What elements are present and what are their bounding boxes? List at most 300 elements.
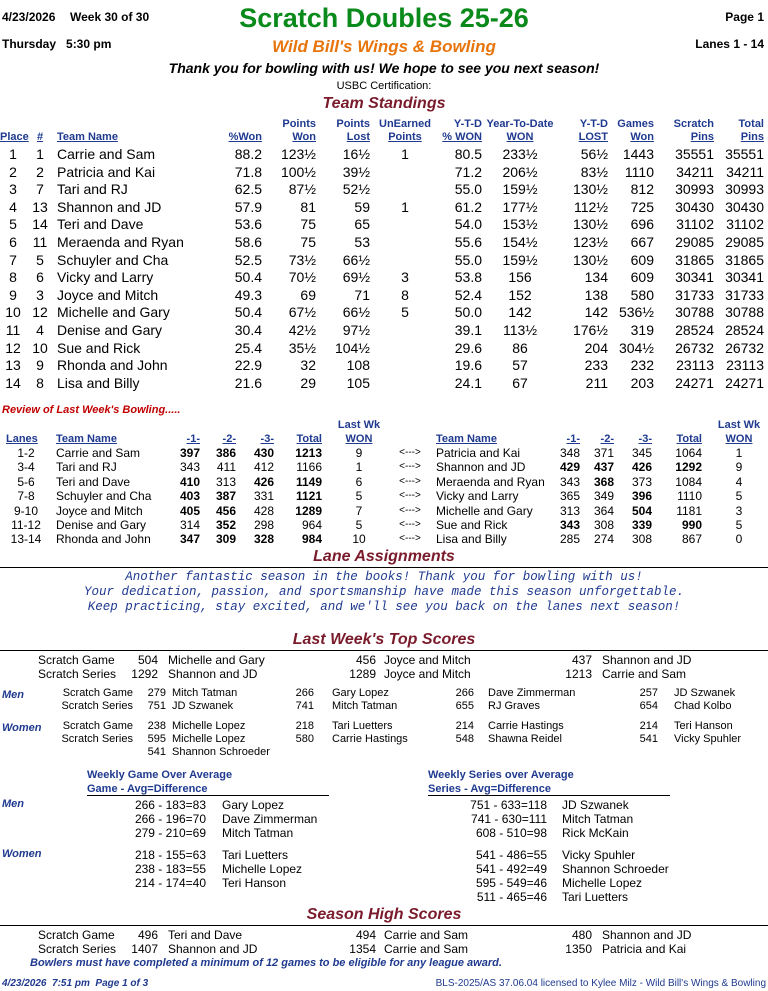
versus-marker: <--->: [399, 490, 421, 502]
table-cell: 349: [593, 489, 614, 504]
message-line: Another fantastic season in the books! Thank you for bowling with us!: [125, 570, 643, 584]
bowler-name: Vicky Spuhler: [562, 848, 636, 862]
table-cell: 81: [300, 198, 316, 215]
score-value: 456: [355, 653, 376, 667]
table-cell: 1166: [296, 460, 322, 475]
table-cell: 1121: [295, 489, 322, 504]
score-label: Scratch Game: [38, 653, 115, 667]
table-cell: 49.3: [234, 286, 262, 303]
table-cell: 5: [735, 518, 743, 532]
bowler-name: Tari Luetters: [562, 890, 629, 904]
versus-marker: <--->: [399, 504, 421, 516]
table-cell: 211: [585, 374, 608, 391]
table-cell: 35551: [725, 146, 764, 162]
table-cell: 9: [355, 446, 363, 460]
table-cell: 328: [253, 532, 274, 547]
calculation: 214 - 174=40: [134, 876, 206, 890]
bowler-name: Shannon Schroeder: [562, 862, 669, 876]
section-subtitle: Weekly Series over Average: [428, 769, 574, 781]
column-header: Points: [282, 118, 316, 130]
column-header: Team Name: [56, 433, 117, 445]
score-value: 480: [571, 928, 592, 942]
table-cell: 3-4: [17, 460, 35, 475]
bowler-name: Shannon and JD: [602, 653, 692, 667]
table-cell: 13: [5, 357, 21, 374]
table-cell: 1: [401, 146, 409, 162]
divider: [0, 567, 768, 568]
table-cell: 142: [508, 304, 532, 321]
table-cell: 61.2: [454, 198, 482, 215]
table-cell: 1110: [677, 489, 702, 504]
table-cell: 31733: [725, 286, 764, 303]
bowler-name: Mitch Tatman: [172, 687, 238, 699]
table-cell: 206½: [502, 163, 538, 180]
table-cell: 25.4: [234, 339, 262, 356]
lane-assignments-title: Lane Assignments: [313, 548, 455, 565]
table-cell: Michelle and Gary: [436, 503, 533, 518]
column-header: LOST: [578, 131, 608, 143]
bowler-name: Mitch Tatman: [562, 812, 634, 826]
group-label: Women: [2, 722, 42, 734]
calculation: 741 - 630=111: [471, 812, 547, 826]
bowler-name: Shawna Reidel: [488, 733, 562, 745]
table-cell: 67½: [288, 304, 316, 321]
table-cell: 609: [630, 251, 654, 268]
bowler-name: Tari Luetters: [332, 720, 393, 732]
table-cell: 1292: [675, 460, 702, 475]
table-cell: 26732: [725, 339, 764, 356]
table-cell: 8: [401, 286, 409, 303]
table-cell: 5-6: [17, 474, 35, 489]
score-value: 218: [295, 720, 314, 732]
table-cell: 405: [179, 503, 200, 518]
table-cell: 29085: [675, 234, 714, 250]
bowler-name: Teri and Dave: [168, 928, 243, 942]
table-cell: 55.0: [454, 181, 482, 198]
bowler-name: Carrie Hastings: [488, 720, 564, 732]
table-cell: 984: [301, 532, 322, 547]
column-header: Last Wk: [337, 419, 381, 431]
table-cell: 69½: [342, 269, 370, 286]
group-label: Men: [2, 689, 24, 701]
bowler-name: Shannon and JD: [602, 928, 692, 942]
table-cell: Patricia and Kai: [436, 446, 521, 460]
table-cell: 3: [36, 286, 44, 303]
table-cell: 274: [593, 532, 614, 547]
calculation: 595 - 549=46: [475, 876, 547, 890]
table-cell: 59: [354, 198, 370, 215]
table-cell: Rhonda and John: [56, 532, 151, 547]
table-cell: 386: [215, 446, 236, 460]
table-cell: 5: [735, 489, 743, 504]
table-cell: 11-12: [11, 518, 41, 532]
bowler-name: Carrie and Sam: [384, 928, 469, 942]
score-value: 751: [147, 700, 166, 712]
calculation: 218 - 155=63: [134, 848, 206, 862]
table-cell: 62.5: [234, 181, 262, 198]
table-cell: 67: [512, 374, 528, 391]
column-header: Total: [296, 433, 322, 445]
section-subtitle: Weekly Game Over Average: [87, 769, 233, 781]
table-cell: 314: [179, 518, 200, 532]
usbc-certification: USBC Certification:: [336, 80, 432, 92]
score-label: Scratch Series: [38, 942, 117, 956]
score-value: 214: [455, 720, 474, 732]
table-cell: 609: [630, 269, 654, 286]
table-cell: 5: [36, 251, 44, 268]
standings-title: Team Standings: [322, 95, 446, 112]
score-value: 541: [639, 733, 658, 745]
table-cell: 456: [215, 503, 236, 518]
column-header: -1-: [566, 433, 580, 445]
table-cell: 3: [9, 181, 17, 198]
column-header: Place: [0, 131, 29, 143]
table-cell: 1213: [295, 446, 322, 460]
table-cell: 10: [5, 304, 21, 321]
table-cell: 345: [631, 446, 652, 460]
table-cell: 130½: [572, 181, 608, 198]
section-subheader: Series - Avg=Difference: [428, 783, 670, 796]
table-cell: Sue and Rick: [57, 339, 141, 356]
table-cell: 990: [681, 518, 702, 532]
review-title: Review of Last Week's Bowling.....: [2, 404, 181, 416]
table-cell: 97½: [342, 322, 370, 338]
bowler-name: Chad Kolbo: [674, 700, 732, 712]
table-cell: 30788: [675, 304, 714, 321]
table-cell: Sue and Rick: [436, 518, 508, 532]
table-cell: 26732: [675, 339, 714, 356]
table-cell: 6: [36, 269, 44, 286]
bowler-name: Mitch Tatman: [332, 700, 398, 712]
score-value: 595: [147, 733, 166, 745]
table-cell: 88.2: [234, 146, 262, 162]
table-cell: 71.8: [234, 163, 262, 180]
table-cell: 39½: [342, 163, 370, 180]
table-cell: 14: [32, 216, 48, 233]
table-cell: 30788: [725, 304, 764, 321]
table-cell: 536½: [618, 304, 654, 321]
table-cell: 411: [216, 460, 236, 475]
table-cell: 87½: [288, 181, 316, 198]
column-header: WON: [345, 433, 373, 445]
table-cell: 6: [9, 234, 17, 250]
table-cell: 130½: [572, 251, 608, 268]
table-cell: 1: [355, 460, 363, 475]
table-cell: 1: [401, 198, 409, 215]
score-value: 279: [147, 687, 166, 699]
table-cell: 53.8: [454, 269, 482, 286]
table-cell: 8: [36, 374, 44, 391]
bowler-name: Rick McKain: [562, 826, 629, 840]
score-value: 741: [295, 700, 314, 712]
column-header: Scratch: [673, 118, 714, 130]
group-label: Women: [2, 848, 42, 860]
table-cell: 867: [681, 532, 702, 547]
column-header: WON: [506, 131, 534, 143]
table-cell: 58.6: [234, 234, 262, 250]
bowler-name: JD Szwanek: [172, 700, 234, 712]
table-cell: 30430: [675, 198, 714, 215]
table-cell: 5: [355, 489, 363, 504]
table-cell: 6: [355, 474, 363, 489]
calculation: 541 - 486=55: [475, 848, 547, 862]
table-cell: 24271: [675, 374, 714, 391]
season-high-title: Season High Scores: [306, 906, 462, 923]
table-cell: 1-2: [17, 446, 35, 460]
table-cell: 34211: [726, 163, 764, 180]
table-cell: 29: [300, 374, 316, 391]
score-value: 548: [455, 733, 474, 745]
table-cell: 52.5: [234, 251, 262, 268]
column-header: Points: [336, 118, 370, 130]
bowler-name: Michelle Lopez: [172, 733, 246, 745]
score-label: Scratch Series: [61, 733, 133, 745]
table-cell: 667: [630, 234, 654, 250]
table-cell: Meraenda and Ryan: [57, 234, 184, 250]
calculation: 511 - 465=46: [476, 890, 547, 904]
table-cell: 2: [36, 163, 44, 180]
table-cell: 34211: [676, 163, 714, 180]
table-cell: Vicky and Larry: [57, 269, 154, 286]
table-cell: 365: [559, 489, 580, 504]
table-cell: 343: [179, 460, 200, 475]
table-cell: 57.9: [234, 198, 262, 215]
table-cell: 203: [630, 374, 654, 391]
column-header: Y-T-D: [453, 118, 482, 130]
table-cell: 403: [179, 489, 200, 504]
table-cell: 397: [179, 446, 200, 460]
column-header: Y-T-D: [579, 118, 608, 130]
table-cell: 580: [630, 286, 654, 303]
calculation: 279 - 210=69: [134, 826, 206, 840]
table-cell: 9-10: [13, 503, 39, 518]
table-cell: Schuyler and Cha: [56, 489, 152, 504]
score-value: 655: [455, 700, 474, 712]
table-cell: 23113: [726, 357, 764, 374]
table-cell: Carrie and Sam: [56, 446, 141, 460]
bowler-name: Carrie Hastings: [332, 733, 408, 745]
table-cell: 1084: [675, 474, 702, 489]
table-cell: 1: [9, 146, 17, 162]
column-header: % WON: [442, 131, 482, 143]
table-cell: 176½: [572, 322, 608, 338]
bowler-name: Shannon Schroeder: [172, 746, 270, 758]
table-cell: 9: [735, 460, 743, 475]
table-cell: 28524: [675, 322, 714, 338]
table-cell: 410: [179, 474, 200, 489]
table-cell: 53: [354, 234, 370, 250]
table-cell: 50.0: [454, 304, 482, 321]
table-cell: 3: [735, 503, 743, 518]
score-value: 266: [455, 687, 474, 699]
table-cell: Patricia and Kai: [57, 163, 156, 180]
table-cell: 69: [300, 286, 316, 303]
score-label: Scratch Series: [38, 667, 117, 681]
table-cell: 24.1: [454, 374, 482, 391]
column-header: Total: [738, 118, 764, 130]
week-label: Week 30 of 30: [70, 10, 150, 24]
table-cell: 1: [735, 446, 743, 460]
table-cell: 1110: [624, 163, 654, 180]
table-cell: 309: [215, 532, 236, 547]
score-value: 496: [137, 928, 158, 942]
table-cell: Teri and Dave: [56, 474, 131, 489]
calculation: 751 - 633=118: [470, 798, 547, 812]
score-value: 266: [295, 687, 314, 699]
table-cell: 112½: [574, 198, 608, 215]
score-value: 1354: [349, 942, 376, 956]
table-cell: 35551: [675, 146, 714, 162]
top-scores-title: Last Week's Top Scores: [292, 631, 476, 648]
table-cell: 13: [32, 198, 48, 215]
column-header: Year-To-Date: [486, 118, 554, 130]
bowler-name: Michelle and Gary: [168, 653, 265, 667]
table-cell: 30993: [675, 181, 714, 198]
table-cell: 100½: [280, 163, 316, 180]
score-value: 214: [639, 720, 658, 732]
score-value: 437: [571, 653, 592, 667]
table-cell: 55.6: [454, 234, 482, 250]
table-cell: 429: [559, 460, 580, 475]
table-cell: 29.6: [454, 339, 482, 356]
divider: [0, 925, 768, 926]
message-line: Your dedication, passion, and sportsmanship have made this season unforgettable.: [83, 585, 685, 599]
table-cell: 42½: [288, 322, 316, 338]
table-cell: 66½: [342, 251, 370, 268]
table-cell: 123½: [280, 146, 316, 162]
score-label: Scratch Game: [62, 687, 133, 699]
table-cell: 7-8: [17, 489, 35, 504]
score-label: Scratch Game: [38, 928, 115, 942]
table-cell: 156: [508, 269, 532, 286]
footer-right: BLS-2025/AS 37.06.04 licensed to Kylee Milz - Wild Bill's Wings & Bowling: [435, 978, 766, 989]
table-cell: 964: [301, 518, 322, 532]
table-cell: 343: [559, 474, 580, 489]
table-cell: 339: [631, 518, 652, 532]
score-label: Scratch Game: [62, 720, 133, 732]
column-header: -1-: [186, 433, 200, 445]
score-value: 580: [295, 733, 314, 745]
bowler-name: Teri Hanson: [222, 876, 287, 890]
table-cell: 396: [631, 489, 652, 504]
table-cell: 32: [300, 357, 316, 374]
calculation: 608 - 510=98: [475, 826, 547, 840]
table-cell: 86: [512, 339, 528, 356]
table-cell: 347: [179, 532, 200, 547]
bowler-name: Joyce and Mitch: [384, 667, 471, 681]
bowler-name: Tari Luetters: [222, 848, 289, 862]
table-cell: 56½: [580, 146, 608, 162]
column-header: Total: [676, 433, 702, 445]
table-cell: 5: [355, 518, 363, 532]
score-value: 541: [147, 746, 166, 758]
table-cell: 105: [346, 374, 370, 391]
table-cell: Denise and Gary: [56, 518, 147, 532]
calculation: 266 - 196=70: [134, 812, 206, 826]
bowler-name: Shannon and JD: [168, 667, 258, 681]
eligibility-note: Bowlers must have completed a minimum of 12 games to be eligible for any league award.: [30, 957, 502, 969]
table-cell: 319: [630, 322, 654, 338]
table-cell: 1443: [622, 146, 654, 162]
table-cell: 80.5: [454, 146, 482, 162]
table-cell: 313: [215, 474, 236, 489]
table-cell: 73½: [288, 251, 316, 268]
table-cell: 19.6: [454, 357, 482, 374]
table-cell: 53.6: [234, 216, 262, 233]
table-cell: 130½: [572, 216, 608, 233]
table-cell: 4: [735, 474, 743, 489]
table-cell: 71.2: [454, 163, 482, 180]
score-value: 1407: [131, 942, 158, 956]
table-cell: 55.0: [454, 251, 482, 268]
table-cell: 9: [36, 357, 44, 374]
table-cell: Shannon and JD: [436, 460, 526, 475]
table-cell: 343: [559, 518, 580, 532]
table-cell: 75: [300, 234, 316, 250]
table-cell: 23113: [676, 357, 714, 374]
column-header: WON: [725, 433, 753, 445]
table-cell: 426: [253, 474, 274, 489]
table-cell: 233: [584, 357, 608, 374]
column-header: -3-: [638, 433, 652, 445]
table-cell: 30341: [725, 269, 764, 286]
bowler-name: Michelle Lopez: [222, 862, 303, 876]
score-value: 504: [137, 653, 158, 667]
table-cell: 285: [559, 532, 580, 547]
table-cell: Meraenda and Ryan: [436, 474, 545, 489]
table-cell: 50.4: [234, 304, 262, 321]
table-cell: 159½: [502, 181, 538, 198]
bowler-name: JD Szwanek: [562, 798, 629, 812]
table-cell: 142: [584, 304, 608, 321]
table-cell: 83½: [580, 163, 608, 180]
table-cell: 108: [346, 357, 370, 374]
bowler-name: Joyce and Mitch: [384, 653, 471, 667]
table-cell: 233½: [502, 146, 538, 162]
table-cell: Lisa and Billy: [436, 532, 507, 547]
table-cell: 12: [32, 304, 48, 321]
score-value: 257: [639, 687, 658, 699]
table-cell: 331: [253, 489, 274, 504]
column-header: Pins: [690, 131, 714, 143]
table-cell: 11: [32, 234, 48, 250]
bowler-name: Carrie and Sam: [384, 942, 469, 956]
table-cell: 8: [9, 269, 17, 286]
bowler-name: Shannon and JD: [168, 942, 258, 956]
table-cell: 1: [36, 146, 44, 162]
bowler-name: Michelle Lopez: [562, 876, 643, 890]
table-cell: Carrie and Sam: [57, 146, 156, 162]
table-cell: 426: [631, 460, 652, 475]
calculation: 266 - 183=83: [134, 798, 206, 812]
table-cell: 28524: [725, 322, 764, 338]
center-name: Wild Bill's Wings & Bowling: [272, 37, 496, 56]
table-cell: 352: [215, 518, 236, 532]
table-cell: 104½: [334, 339, 370, 356]
table-cell: 1149: [295, 474, 322, 489]
column-header: Won: [630, 131, 654, 143]
table-cell: 65: [354, 216, 370, 233]
group-label: Men: [2, 798, 24, 810]
versus-marker: <--->: [399, 519, 421, 530]
table-cell: 31102: [726, 216, 764, 233]
table-cell: 14: [5, 374, 21, 391]
table-cell: Lisa and Billy: [57, 374, 140, 391]
table-cell: Schuyler and Cha: [57, 251, 169, 268]
column-header: %Won: [228, 131, 262, 143]
calculation: 541 - 492=49: [475, 862, 547, 876]
section-subheader: Game - Avg=Difference: [87, 783, 329, 796]
